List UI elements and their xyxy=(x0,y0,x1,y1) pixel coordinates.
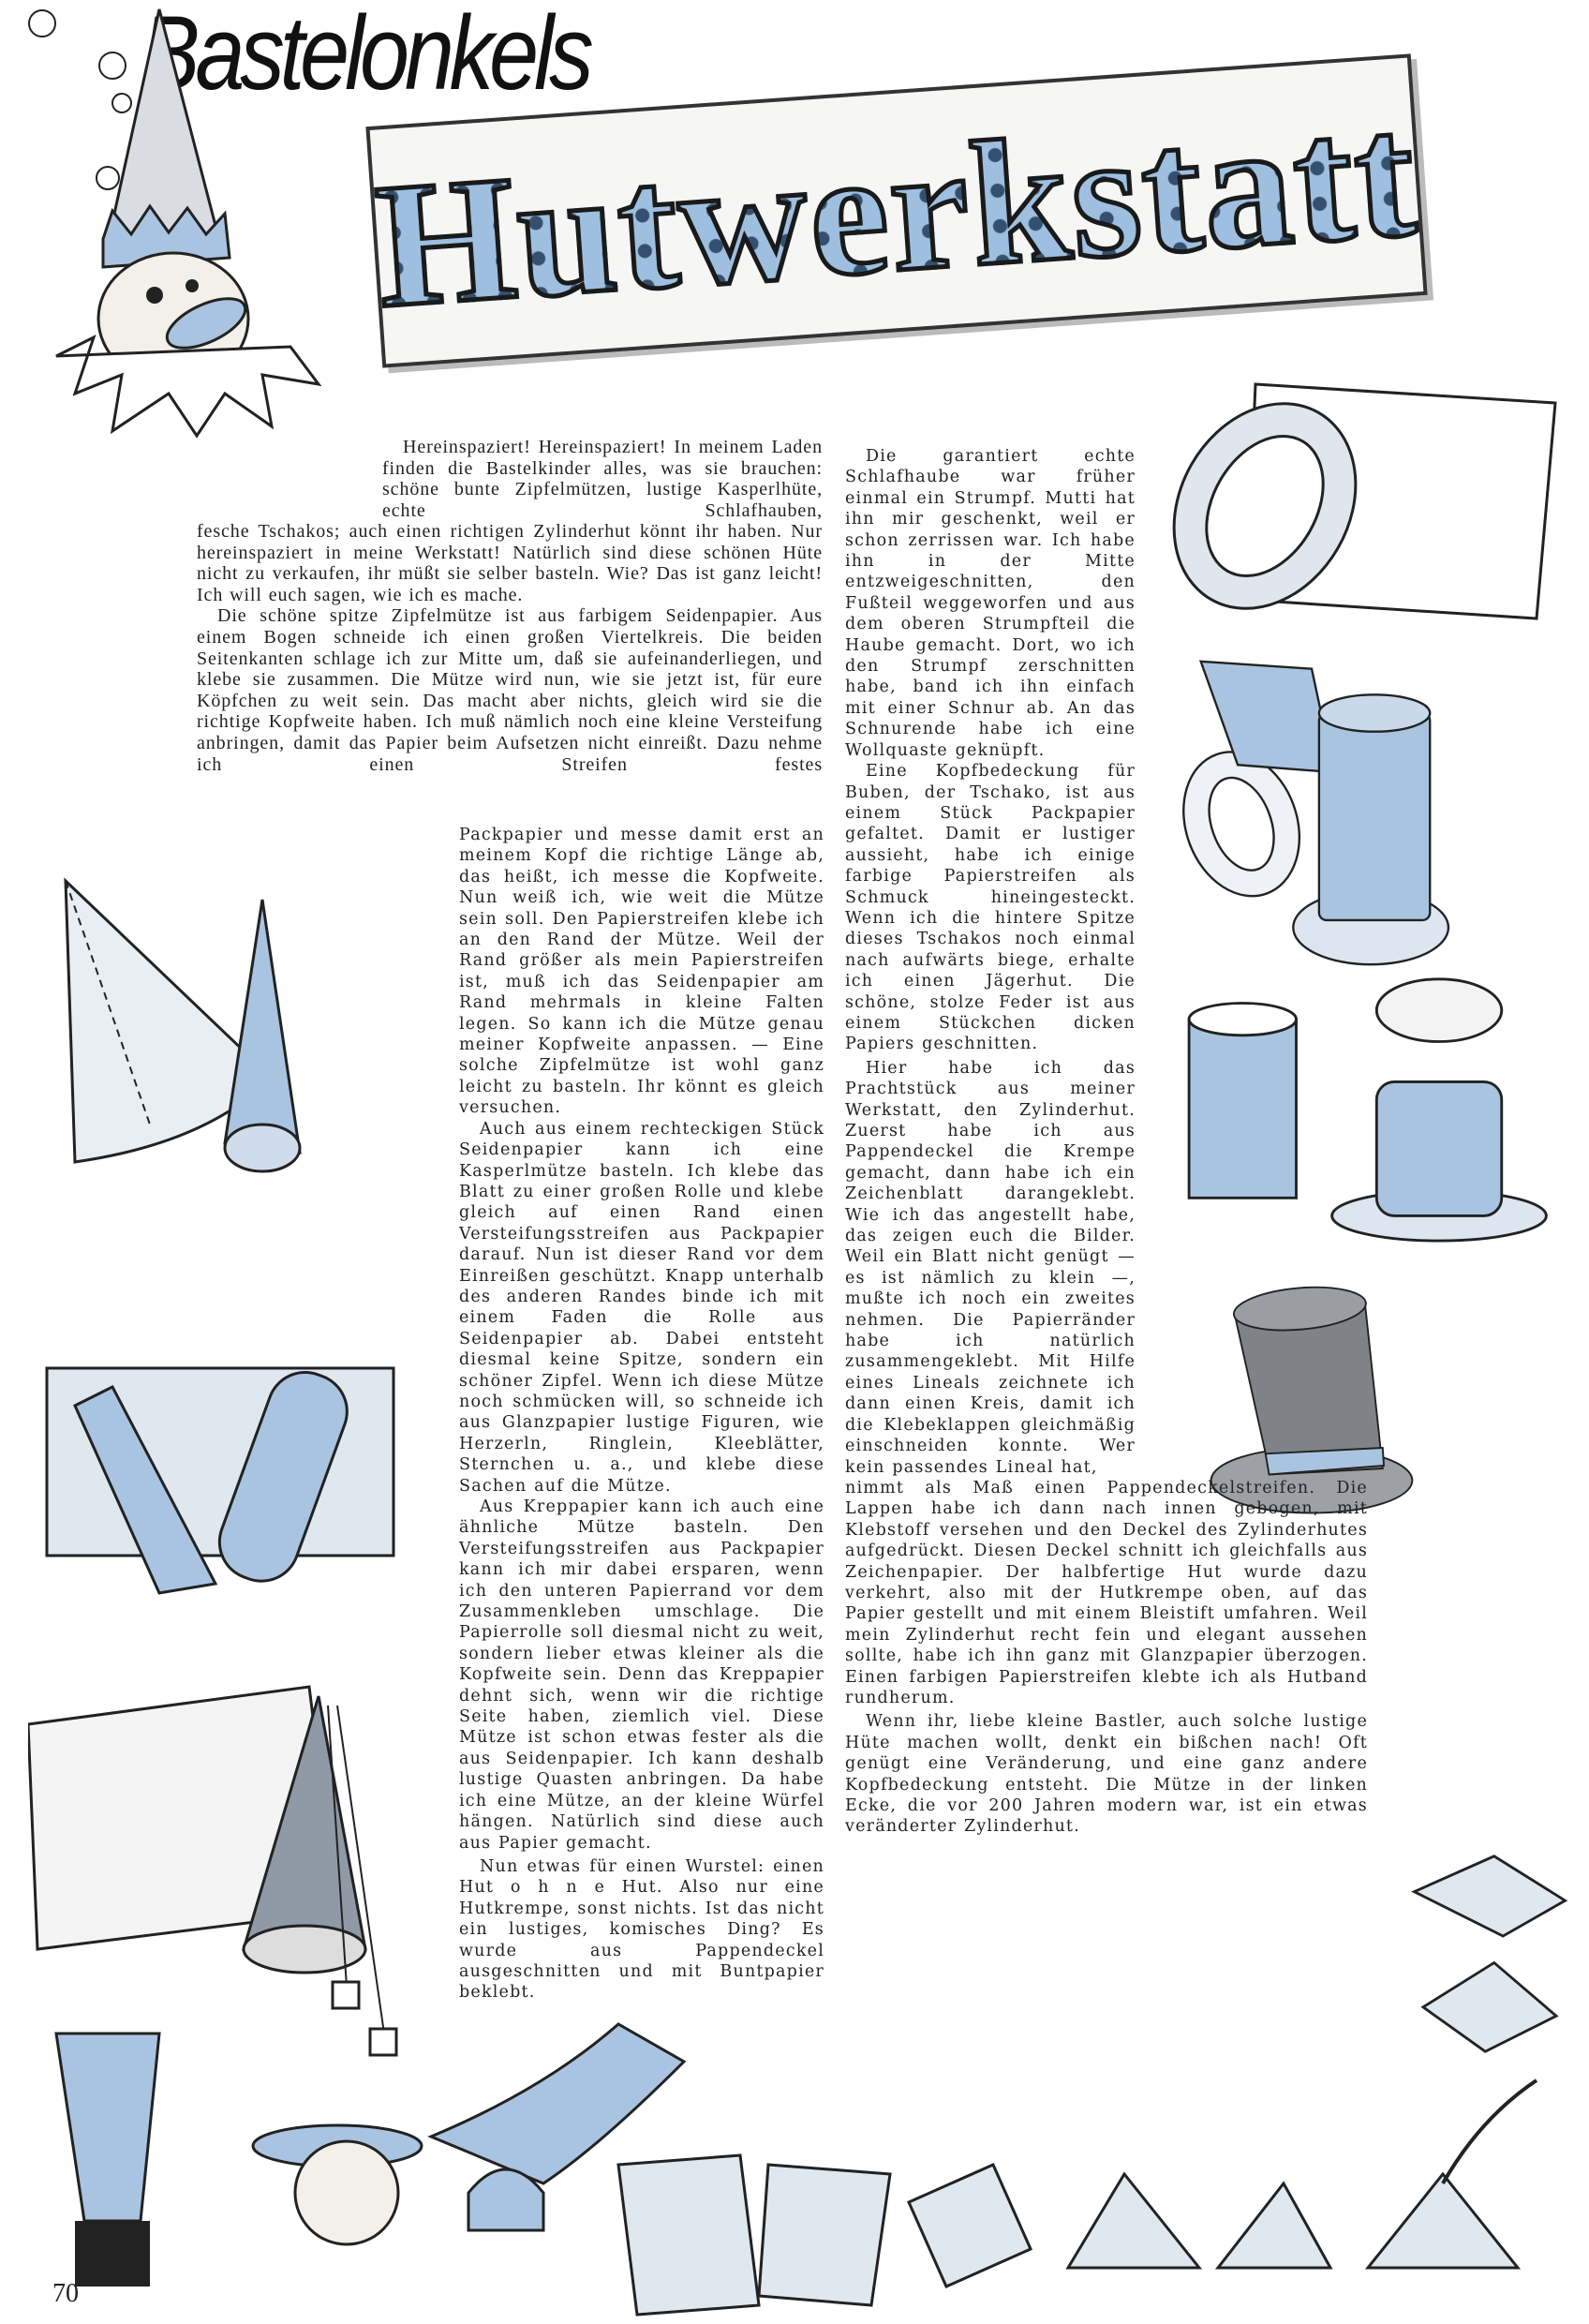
middle-column: Packpapier und messe damit erst an meinem Kopf die richtige Länge ab, das heißt, ich messe die Kopfweite. Nun weiß ich, wie weit die Mütze sein soll. Den Papierstreifen klebe ich an den Rand der Mütze. Weil der Rand größer als mein Papierstreifen ist, muß ich das Seidenpapier am Rand mehrmals in kleine Falten legen. So kann ich die Mütze genau meiner Kopfweite anpassen. — Eine solche Zipfelmütze ist wohl ganz leicht zu basteln. Ihr könnt es gleich versuchen. Auch aus einem rechteckigen Stück Seidenpapier kann ich eine Kasperlmütze basteln. Ich klebe das Blatt zu einer großen Rolle und klebe gleich auf einen Rand einen Versteifungsstreifen aus Packpapier darauf. Nun ist dieser Rand vor dem Einreißen geschützt. Knapp unterhalb des anderen Randes binde ich mit einem Faden die Rolle aus Seidenpapier ab. Dabei entsteht diesmal keine Spitze, sondern ein schöner Zipfel. Wenn ich diese Mütze noch schmücken will, so schneide ich aus Glanzpapier lustige Figuren, wie Herzerln, Ringlein, Kleeblätter, Sternchen u. a., und klebe diese Sachen auf die Mütze. Aus Kreppapier kann ich auch eine ähnliche Mütze basteln. Den Versteifungsstreifen aus Packpapier kann ich mir dabei ersparen, wenn ich den unteren Papierrand vor dem Zusammenkleben umschlage. Die Papierrolle soll diesmal nicht zu weit, sondern lieber etwas kleiner als die Kopfweite sein. Denn das Kreppapier dehnt sich, wenn wir die richtige Seite haben, ziemlich viel. Diese Mütze ist schon etwas fester als die aus Seidenpapier. Ich kann deshalb lustige Quasten anbringen. Da habe ich eine Mütze, an der kleine Würfel hängen. Natürlich sind diese auch aus Papier gemacht. Nun etwas für einen Wurstel: einen Hut o h n e Hut. Also nur eine Hutkrempe, sonst nichts. Ist das nicht ein lustiges, komisches Ding? Es wurde aus Pappendeckel ausgeschnitten und mit Buntpapier beklebt. xyxy=(459,826,824,2003)
page-title: Bastelonkels xyxy=(141,0,589,112)
bottom-hat-strip-illustration xyxy=(19,2015,1574,2324)
right-wide-block: nimmt als Maß einen Pappendeckelstreifen. Die Lappen habe ich dann nach innen gebogen, mit Klebstoff versehen und den Deckel des Zylinderhutes aufgedrückt. Diesen Deckel schnitt ich gleichfalls aus Zeichenpapier. Der halbfertige Hut wurde dazu verkehrt, also mit der Hutkrempe oben, auf das Papier gestellt und mit einem Bleistift umfahren. Weil mein Zylinderhut recht fein und elegant aussehen sollte, habe ich ihn ganz mit Glanzpapier überzogen. Einen farbigen Papierstreifen klebte ich als Hutband rundherum. Wenn ihr, liebe kleine Bastler, auch solche lustige Hüte machen wollt, denkt ein bißchen nach! Oft genügt eine Veränderung, und eine ganz andere Kopfbedeckung entsteht. Die Mütze in der linken Ecke, die vor 200 Jahren modern war, ist ein etwas veränderter Zylinderhut. xyxy=(845,1478,1368,1837)
banner-title: Hutwerkstatt xyxy=(370,73,1423,350)
right-text-area xyxy=(845,446,1368,1838)
right-column: Die garantiert echte Schlafhaube war früher einmal ein Strumpf. Mutti hat ihn mir geschenkt, weil er schon zerrissen war. Ich habe ihn in der Mitte entzweigeschnitten, den Fußteil weggeworfen und aus dem oberen Strumpfteil die Haube gemacht. Dort, wo ich den Strumpf zerschnitten habe, band ich ihn einfach mit einer Schnur ab. An das Schnurende habe ich eine Wollquaste geknüpft. Eine Kopfbedeckung für Buben, der Tschako, ist aus einem Stück Packpapier gefaltet. Damit er lustiger aussieht, habe ich einige farbige Papierstreifen als Schmuck hineingesteckt. Wenn ich die hintere Spitze dieses Tschakos noch einmal nach aufwärts biege, erhalte ich einen Jägerhut. Die schöne, stolze Feder ist aus einem Stückchen dicken Papiers geschnitten. Hier habe ich das Prachtstück aus meiner Werkstatt, den Zylinderhut. Zuerst habe ich aus Pappendeckel die Krempe gemacht, dann habe ich ein Zeichenblatt darangeklebt. Wie ich das angestellt habe, das zeigen euch die Bilder. Weil ein Blatt nicht genügt — es ist nämlich zu klein —, mußte ich noch ein zweites nehmen. Die Papierränder habe ich natürlich zusammengeklebt. Mit Hilfe eines Lineals zeichnete ich dann einen Kreis, damit ich die Klebeklappen gleichmäßig einschneiden konnte. Wer kein passendes Lineal hat, xyxy=(845,447,1136,1477)
tricorn-hat-illustration xyxy=(1405,1837,1574,2071)
kasper-cap-illustration xyxy=(28,1349,403,1631)
intro-indented: Hereinspaziert! Hereinspaziert! In meinem Laden finden die Bastelkinder alles, was sie brauchen: schöne bunte Zipfelmützen, lustige Kasperlhüte, echte Schlafhauben, xyxy=(382,437,823,521)
pointed-cap-illustration xyxy=(56,862,412,1199)
intro-block: fesche Tschakos; auch einen richtigen Zylinderhut könnt ihr haben. Nur hereinspaziert in meine Werkstatt! Natürlich sind diese schönen Hüte nicht zu verkaufen, ihr müßt sie selber basteln. Wie? Das ist ganz leicht! Ich will euch sagen, wie ich es mache. Die schöne spitze Zipfelmütze ist aus farbigem Seidenpapier. Aus einem Bogen schneide ich einen großen Viertelkreis. Die beiden Seitenkanten schlage ich zur Mitte um, daß sie aufeinanderliegen, und klebe sie zusammen. Die Mütze wird nun, wie sie jetzt ist, für eure Köpfchen zu weit sein. Das macht aber nichts, gleich wird sie die richtige Kopfweite haben. Ich muß nämlich noch eine kleine Versteifung anbringen, damit das Papier beim Aufsetzen nicht einreißt. Dazu nehme ich einen Streifen festes xyxy=(197,521,823,775)
clown-illustration xyxy=(19,0,337,440)
page-number: 70 xyxy=(52,2279,79,2308)
